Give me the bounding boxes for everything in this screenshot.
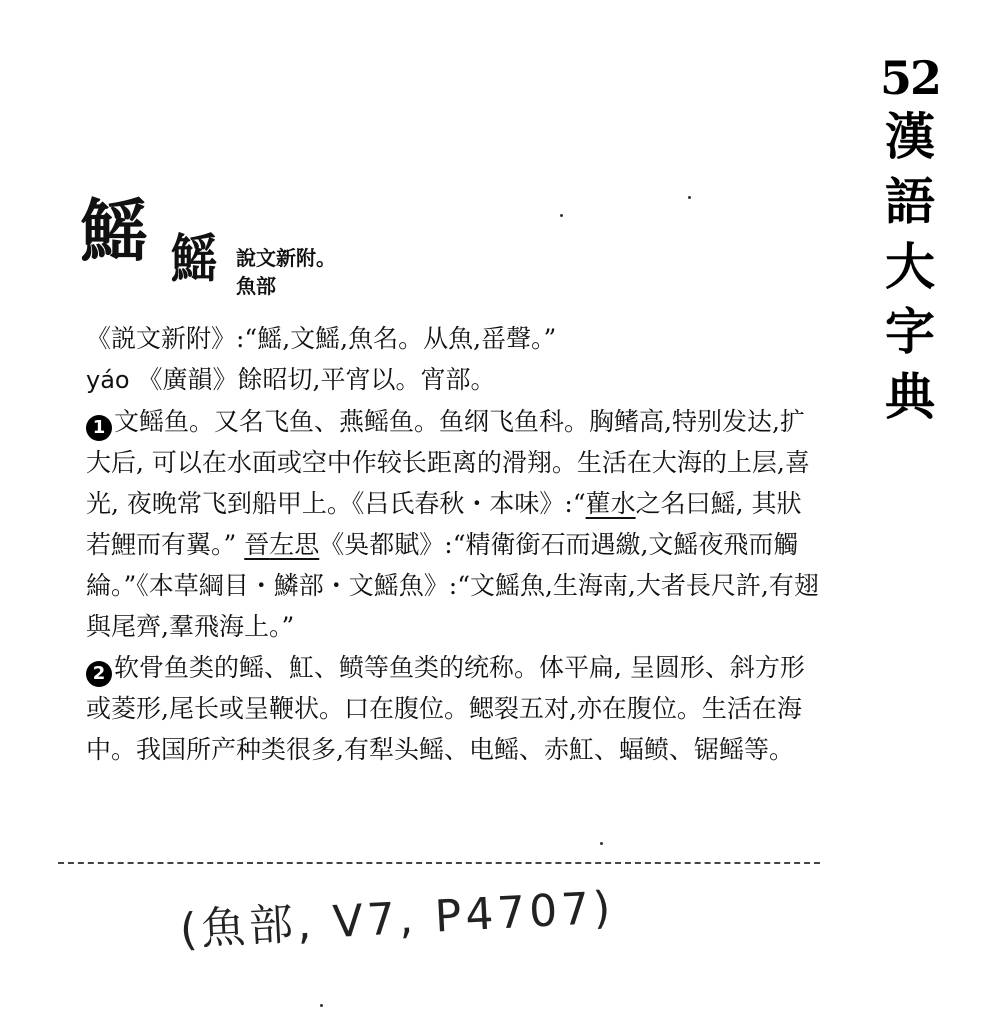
source-line: 說文新附。	[236, 246, 336, 270]
sense-2	[58, 647, 820, 770]
scan-speck	[560, 214, 563, 217]
scan-speck	[320, 1004, 323, 1007]
title-char: 字	[885, 302, 935, 361]
underlined-place-name: 雚水	[585, 489, 636, 518]
scan-speck	[688, 196, 691, 199]
volume-number: 52	[879, 51, 940, 105]
pronunciation-line	[58, 359, 820, 401]
underlined-dynasty: 晉	[244, 530, 270, 559]
radical-line: 魚部	[236, 274, 276, 298]
sense-1-text-end: 《吳都賦》:“精衛銜石而遇繳,文鰩夜飛而觸綸。”《本草綱目・鱗部・文鰩魚》:“文鰩魚,生海南,大者長尺許,有翅與尾齊,羣飛海上。”	[86, 530, 819, 641]
sense-1	[58, 401, 820, 647]
quote-line: 《説文新附》:“鰩,文鰩,魚名。从魚,䍃聲。”	[86, 324, 557, 353]
title-char: 漢	[885, 107, 935, 166]
sense-1-text: 文鳐鱼。又名飞鱼、燕鳐鱼。鱼纲飞鱼科。胸鳍高,特别发达,扩大后, 可以在水面或空中作较长距离的滑翔。生活在大海的上层,喜光, 夜晚常飞到船甲上。《吕氏春秋・本味》:“	[86, 407, 810, 518]
sense-number-badge: 1	[86, 415, 112, 441]
pinyin: yáo	[86, 366, 130, 394]
dictionary-title	[870, 52, 950, 429]
scan-speck	[600, 842, 603, 845]
bottom-divider	[58, 862, 820, 864]
sense-2-text: 软骨鱼类的鳐、魟、鲼等鱼类的统称。体平扁, 呈圆形、斜方形或菱形,尾长或呈鞭状。口在腹位。鳃裂五对,亦在腹位。生活在海中。我国所产种类很多,有犁头鳐、电鳐、赤魟、蝠鲼、锯鳐等。	[86, 653, 805, 764]
source-note	[236, 244, 336, 300]
title-char: 大	[885, 237, 935, 296]
handwritten-annotation: (魚部, V7, P4707)	[178, 882, 616, 956]
title-char: 典	[885, 367, 935, 426]
sense-1-text-cont: 之名曰鰩, 其狀若鯉而有翼。”	[86, 489, 802, 559]
title-char: 語	[885, 172, 935, 231]
sense-number-badge: 2	[86, 661, 112, 687]
pronunciation-source: 《廣韻》餘昭切,平宵以。宵部。	[137, 365, 496, 394]
seal-script-form: 鰩	[170, 229, 218, 290]
entry-body	[58, 318, 820, 770]
underlined-author: 左思	[269, 530, 320, 559]
headword: 鰩	[80, 192, 149, 272]
